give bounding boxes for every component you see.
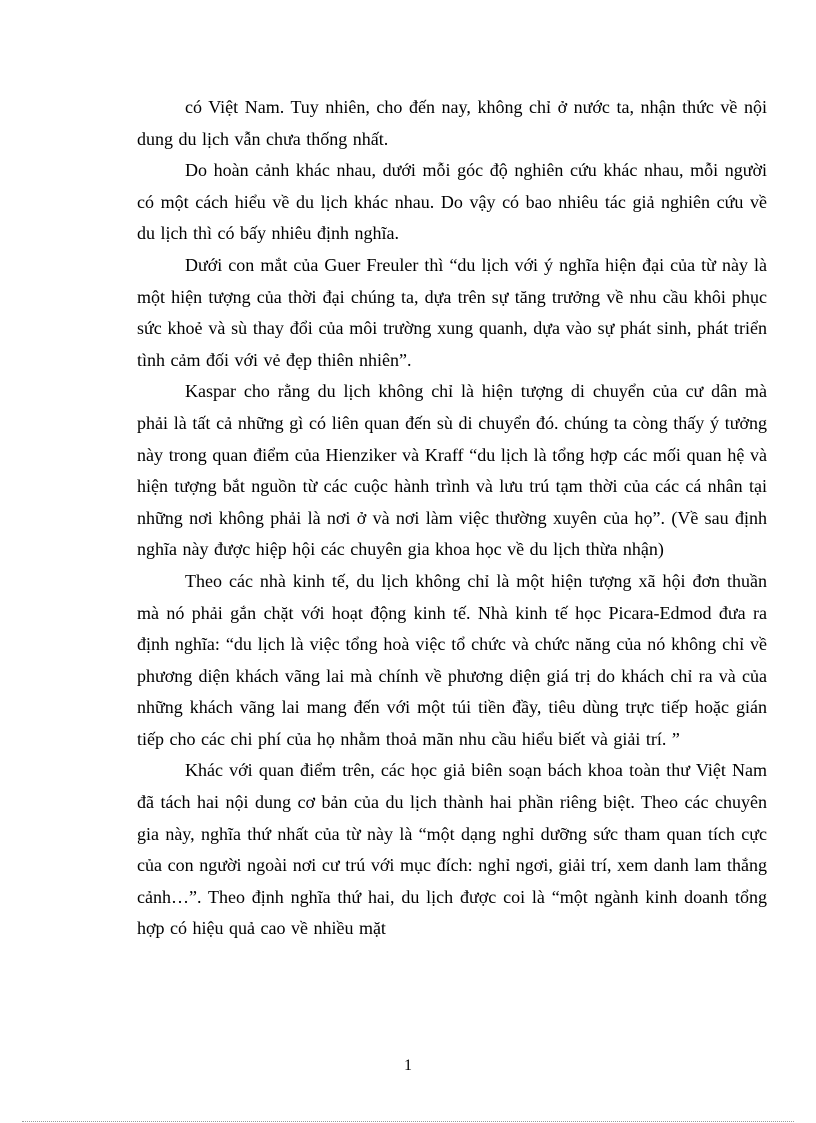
paragraph-2: Do hoàn cảnh khác nhau, dưới mỗi góc độ nghiên cứu khác nhau, mỗi người có một cách hiểu về du lịch khác nhau. Do vậy có bao nhiêu tác giả nghiên cứu về du lịch thì có bấy nhiêu định nghĩa. bbox=[137, 160, 767, 244]
paragraph-5: Theo các nhà kinh tế, du lịch không chỉ là một hiện tượng xã hội đơn thuần mà nó phải gắn chặt với hoạt động kinh tế. Nhà kinh tế học Picara-Edmod đưa ra định nghĩa: “du lịch là việc tổng hoà việc tổ chức và chức năng của nó không chỉ về phương diện khách vãng lai mà chính về phương diện giá trị do khách chỉ ra và của những khách vãng lai mang đến với một túi tiền đầy, tiêu dùng trực tiếp hoặc gián tiếp cho các chi phí của họ nhằm thoả mãn nhu cầu hiểu biết và giải trí. ” bbox=[137, 570, 767, 749]
paragraph-3: Dưới con mắt của Guer Freuler thì “du lịch với ý nghĩa hiện đại của từ này là một hiện tượng của thời đại chúng ta, dựa trên sự tăng trưởng về nhu cầu khôi phục sức khoẻ và sù thay đổi của môi trường xung quanh, dựa vào sự phát sinh, phát triển tình cảm đối với vẻ đẹp thiên nhiên”. bbox=[137, 254, 767, 370]
paragraph-6: Khác với quan điểm trên, các học giả biên soạn bách khoa toàn thư Việt Nam đã tách hai nội dung cơ bản của du lịch thành hai phần riêng biệt. Theo các chuyên gia này, nghĩa thứ nhất của từ này là “một dạng nghỉ dưỡng sức tham quan tích cực của con người ngoài nơi cư trú với mục đích: nghỉ ngơi, giải trí, xem danh lam thắng cảnh…”. Theo định nghĩa thứ hai, du lịch được coi là “một ngành kinh doanh tổng hợp có hiệu quả cao về nhiều mặt bbox=[137, 760, 767, 939]
page-body bbox=[137, 92, 767, 945]
page-bottom-divider bbox=[22, 1121, 794, 1122]
paragraph-1: có Việt Nam. Tuy nhiên, cho đến nay, không chỉ ở nước ta, nhận thức về nội dung du lịch vẫn chưa thống nhất. bbox=[137, 97, 767, 149]
page-number: 1 bbox=[404, 1057, 412, 1074]
paragraph-4: Kaspar cho rằng du lịch không chỉ là hiện tượng di chuyển của cư dân mà phải là tất cả những gì có liên quan đến sù di chuyển đó. chúng ta còng thấy ý tưởng này trong quan điểm của Hienziker và Kraff “du lịch là tổng hợp các mối quan hệ và hiện tượng bắt nguồn từ các cuộc hành trình và lưu trú tạm thời của các cá nhân tại những nơi không phải là nơi ở và nơi làm việc thường xuyên của họ”. (Về sau định nghĩa này được hiệp hội các chuyên gia khoa học về du lịch thừa nhận) bbox=[137, 381, 767, 560]
